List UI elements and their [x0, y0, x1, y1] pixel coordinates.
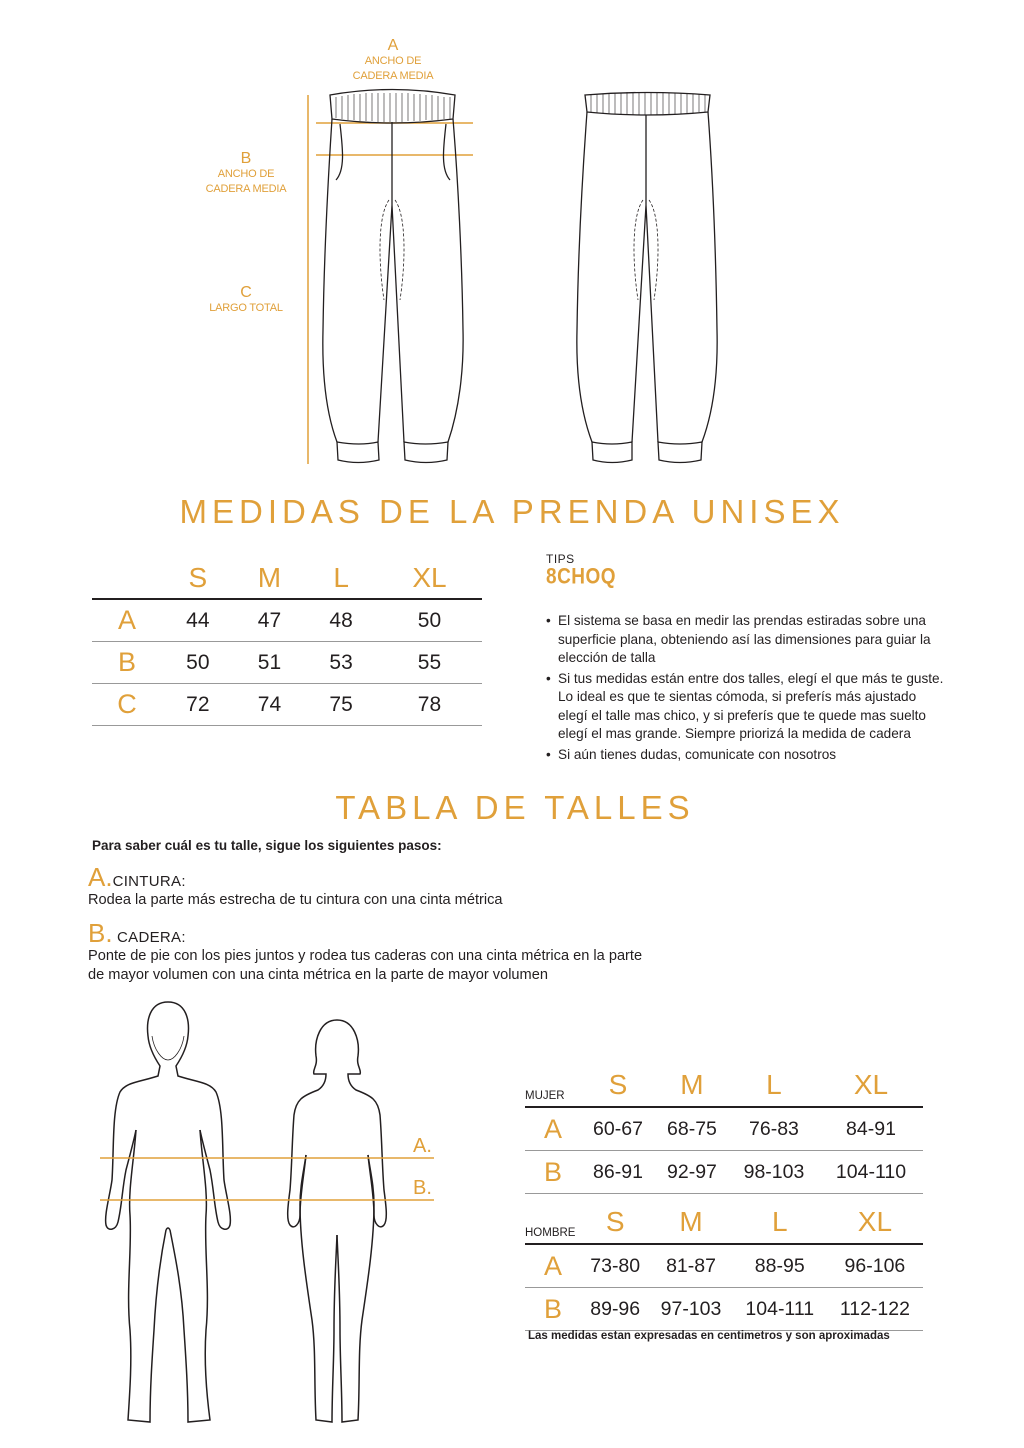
women-size-s: S	[581, 1064, 655, 1107]
cell: 104-111	[733, 1288, 827, 1331]
cell: 74	[234, 684, 306, 726]
pants-back	[577, 92, 717, 463]
cell: 75	[305, 684, 377, 726]
step-a-name: CINTURA:	[112, 873, 186, 890]
label-b-line2: CADERA MEDIA	[205, 183, 287, 195]
men-size-table	[525, 1201, 923, 1331]
women-size-l: L	[729, 1064, 819, 1107]
table-row	[92, 599, 482, 642]
cell: 104-110	[819, 1151, 923, 1194]
cell: 72	[162, 684, 234, 726]
row-key: C	[92, 684, 162, 726]
table-row	[525, 1151, 923, 1194]
cell: 78	[377, 684, 482, 726]
label-b-letter: B	[240, 150, 252, 167]
table-row	[525, 1107, 923, 1151]
list-item: • El sistema se basa en medir las prendas estiradas sobre una superficie plana, obteniendo así las dimensiones para guiar la elección de talla	[546, 612, 946, 668]
garment-measurements-table	[92, 558, 482, 726]
body-label-b: B.	[413, 1177, 432, 1199]
label-c-letter: C	[240, 284, 252, 301]
female-figure-icon	[288, 1020, 387, 1422]
label-c-line1: LARGO TOTAL	[209, 302, 283, 314]
cell: 76-83	[729, 1107, 819, 1151]
row-key: A	[92, 599, 162, 642]
cell: 92-97	[655, 1151, 729, 1194]
garment-size-l: L	[305, 558, 377, 599]
men-size-m: M	[649, 1201, 732, 1244]
cell: 84-91	[819, 1107, 923, 1151]
tips-label: TIPS	[546, 552, 575, 566]
size-title: TABLA DE TALLES	[335, 789, 695, 826]
brand-logo: 8CHOQ	[546, 564, 617, 589]
garment-title: MEDIDAS DE LA PRENDA UNISEX	[179, 493, 845, 530]
male-figure-icon	[106, 1002, 231, 1422]
cell: 88-95	[733, 1244, 827, 1288]
cell: 55	[377, 642, 482, 684]
body-label-a: A.	[413, 1135, 432, 1157]
garment-table-corner	[92, 558, 162, 599]
label-a-line2: CADERA MEDIA	[352, 70, 434, 82]
women-size-xl: XL	[819, 1064, 923, 1107]
step-b	[88, 920, 648, 985]
list-item: • Si tus medidas están entre dos talles, elegí el que más te guste. Lo ideal es que te sientas cómoda, si preferís más ajustado elegí el talle mas chico, y si preferís que te quede mas suelto elegí el mas grande. Siempre priorizá la medida de cadera	[546, 670, 946, 744]
step-b-heading	[88, 920, 648, 947]
row-key: B	[525, 1151, 581, 1194]
garment-size-s: S	[162, 558, 234, 599]
men-table-header	[525, 1201, 923, 1244]
measurement-lines	[308, 95, 473, 464]
cell: 89-96	[581, 1288, 649, 1331]
women-size-m: M	[655, 1064, 729, 1107]
women-table-header	[525, 1064, 923, 1107]
tips-section	[546, 553, 946, 766]
cell: 44	[162, 599, 234, 642]
step-a-text: Rodea la parte más estrecha de tu cintura con una cinta métrica	[88, 892, 503, 908]
step-b-name: CADERA:	[117, 929, 186, 946]
size-footnote: Las medidas estan expresadas en centimetros y son aproximadas	[528, 1330, 890, 1342]
cell: 50	[377, 599, 482, 642]
step-b-letter: B.	[88, 918, 113, 948]
row-key: B	[92, 642, 162, 684]
garment-size-m: M	[234, 558, 306, 599]
label-a-line1: ANCHO DE	[364, 55, 422, 67]
cell: 68-75	[655, 1107, 729, 1151]
pants-diagram	[0, 0, 1024, 480]
pants-front	[323, 90, 463, 463]
cell: 51	[234, 642, 306, 684]
body-figures	[0, 990, 520, 1440]
cell: 112-122	[827, 1288, 923, 1331]
cell: 73-80	[581, 1244, 649, 1288]
garment-table-header	[92, 558, 482, 599]
steps-intro: Para saber cuál es tu talle, sigue los siguientes pasos:	[92, 838, 442, 853]
cell: 97-103	[649, 1288, 732, 1331]
men-size-s: S	[581, 1201, 649, 1244]
step-b-text: Ponte de pie con los pies juntos y rodea tus caderas con una cinta métrica en la parte de mayor volumen con una cinta métrica en la parte de mayor volumen	[88, 948, 643, 983]
cell: 81-87	[649, 1244, 732, 1288]
label-a-letter: A	[387, 37, 399, 54]
men-group-label: HOMBRE	[525, 1201, 581, 1244]
row-key: A	[525, 1244, 581, 1288]
women-size-table	[525, 1064, 923, 1194]
cell: 98-103	[729, 1151, 819, 1194]
step-a	[88, 864, 688, 910]
garment-size-xl: XL	[377, 558, 482, 599]
label-b-line1: ANCHO DE	[217, 168, 275, 180]
table-row	[525, 1288, 923, 1331]
women-group-label: MUJER	[525, 1064, 581, 1107]
men-size-xl: XL	[827, 1201, 923, 1244]
table-row	[92, 684, 482, 726]
men-size-l: L	[733, 1201, 827, 1244]
row-key: B	[525, 1288, 581, 1331]
cell: 50	[162, 642, 234, 684]
table-row	[92, 642, 482, 684]
row-key: A	[525, 1107, 581, 1151]
table-row	[525, 1244, 923, 1288]
cell: 60-67	[581, 1107, 655, 1151]
cell: 86-91	[581, 1151, 655, 1194]
cell: 53	[305, 642, 377, 684]
cell: 48	[305, 599, 377, 642]
step-a-heading	[88, 864, 688, 891]
list-item: • Si aún tienes dudas, comunicate con nosotros	[546, 746, 946, 765]
tips-list	[546, 612, 946, 764]
cell: 96-106	[827, 1244, 923, 1288]
cell: 47	[234, 599, 306, 642]
step-a-letter: A.	[88, 862, 113, 892]
